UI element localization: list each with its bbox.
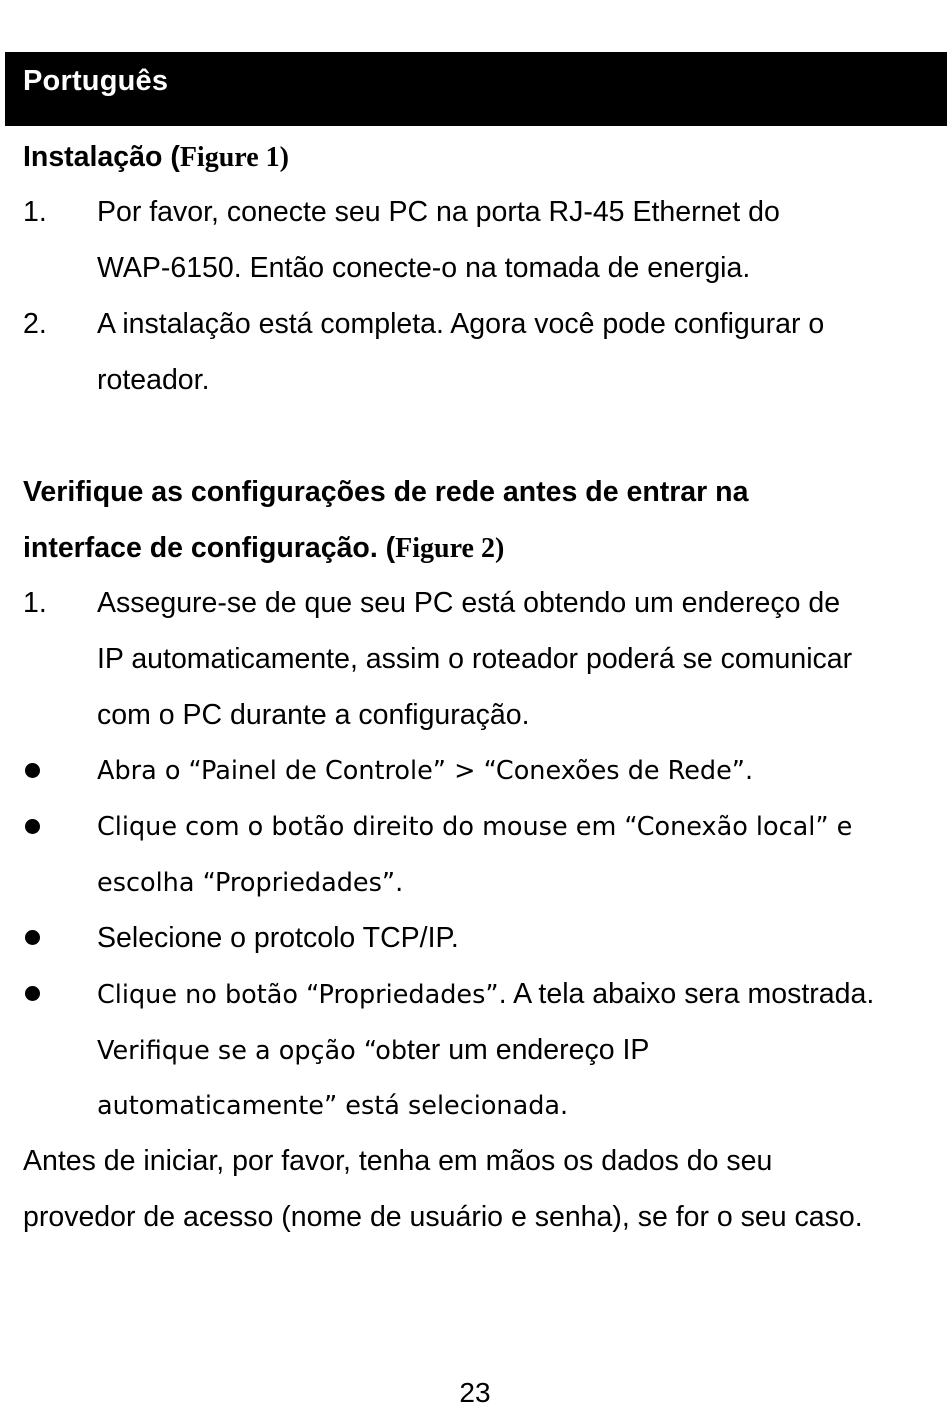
paren-close: ) bbox=[494, 533, 505, 564]
bullet-text: automaticamente” está selecionada. bbox=[97, 1091, 569, 1121]
item-text: A instalação está completa. Agora você pode configurar o bbox=[97, 308, 825, 340]
network-title-line1: Verifique as configurações de rede antes de entrar na bbox=[23, 476, 749, 508]
network-title-line2: interface de configuração. ( bbox=[23, 532, 396, 564]
paragraph-text: provedor de acesso (nome de usuário e senha), se for o seu caso. bbox=[23, 1201, 863, 1233]
paragraph-text: Antes de iniciar, por favor, tenha em mãos os dados do seu bbox=[23, 1145, 773, 1177]
item-text: Por favor, conecte seu PC na porta RJ-45 Ethernet do bbox=[97, 196, 780, 228]
item-number: 1. bbox=[23, 587, 47, 619]
bullet-text: Abra o “Painel de Controle” > “Conexões de Rede”. bbox=[97, 756, 754, 786]
bullet-dot-icon bbox=[25, 986, 40, 1001]
page-number: 23 bbox=[459, 1377, 491, 1408]
bullet-dot-icon bbox=[25, 819, 40, 834]
item-number: 2. bbox=[23, 308, 47, 340]
bullet-text: Clique no botão “Propriedades”. bbox=[97, 980, 507, 1010]
item-text: com o PC durante a configuração. bbox=[97, 699, 530, 731]
bullet-text: escolha “Propriedades”. bbox=[97, 868, 404, 898]
bullet-text-continuation: ter um endereço IP bbox=[407, 1034, 650, 1066]
item-text: IP automaticamente, assim o roteador poderá se comunicar bbox=[97, 643, 853, 675]
bullet-text: Verifique se a opção “ob bbox=[97, 1036, 408, 1066]
bullet-text-continuation: A tela abaixo sera mostrada. bbox=[506, 978, 875, 1010]
item-number: 1. bbox=[23, 196, 47, 228]
bullet-dot-icon bbox=[25, 930, 40, 945]
bullet-text: Clique com o botão direito do mouse em “Conexão local” e bbox=[97, 812, 853, 842]
language-header bbox=[5, 52, 947, 126]
language-title: Português bbox=[23, 65, 169, 97]
bullet-dot-icon bbox=[25, 763, 40, 778]
figure-2-ref: Figure 2 bbox=[395, 533, 495, 564]
item-text: Assegure-se de que seu PC está obtendo um endereço de bbox=[97, 587, 841, 619]
paren-close: ) bbox=[279, 142, 289, 173]
bullet-text: Selecione o protcolo TCP/IP. bbox=[97, 922, 459, 954]
install-title: Instalação ( bbox=[23, 141, 180, 173]
item-text: roteador. bbox=[97, 364, 210, 396]
figure-1-ref: Figure 1 bbox=[179, 142, 280, 173]
item-text: WAP-6150. Então conecte-o na tomada de energia. bbox=[97, 252, 751, 284]
